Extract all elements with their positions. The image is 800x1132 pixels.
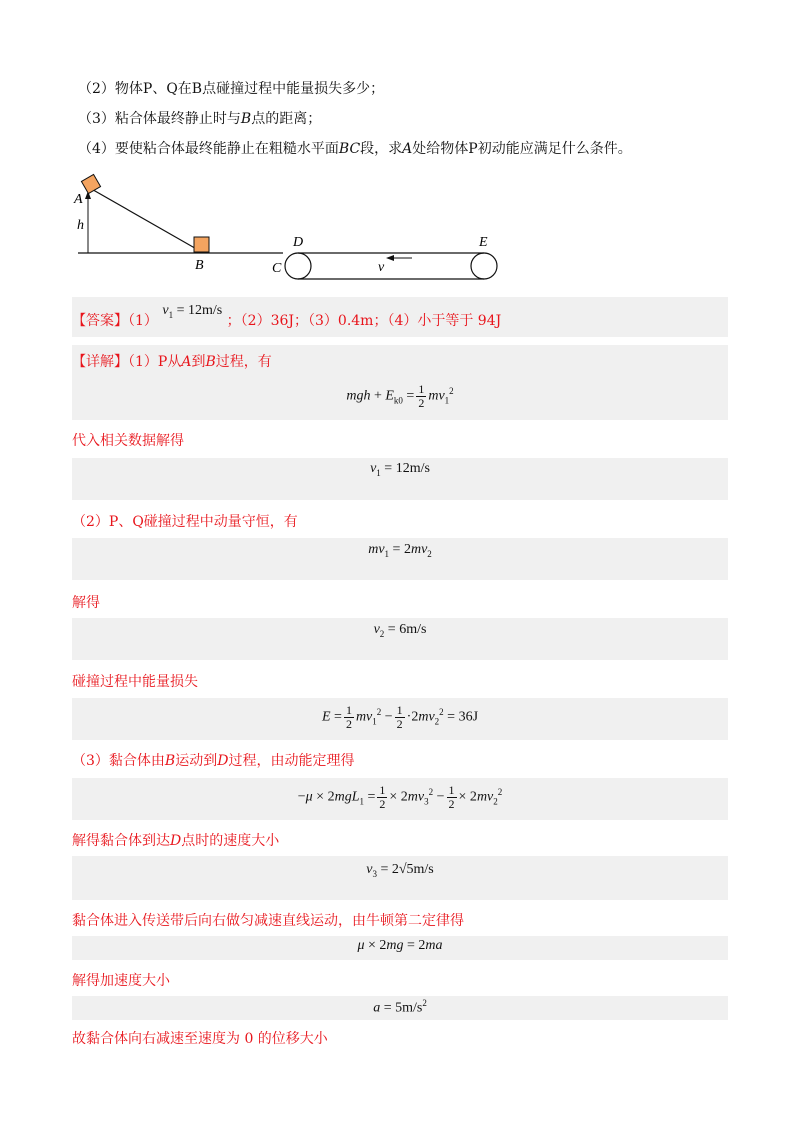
answer-line: 【答案】（1） $v_1 = 12m/s$ ；（2）36J；（3）0.4m；（4）小于等于 94J — [72, 303, 502, 329]
solution-text-10: 故黏合体向右减速至速度为 0 的位移大小 — [72, 1031, 328, 1047]
equation-work-energy: −μ × 2mgL$_1$ = $\frac{1}{2}$ × $2mv_3^2$ − $\frac{1}{2}$ × $2mv_2^2$ — [297, 783, 503, 811]
pulley-right — [471, 253, 497, 279]
label-b: B — [195, 258, 204, 273]
label-h: h — [77, 218, 84, 233]
equation-v3: $v_3 = 2√5m/s$ — [366, 862, 434, 879]
question-3: （3）粘合体最终静止时与B点的距离； — [78, 111, 322, 127]
solution-text-8: 黏合体进入传送带后向右做匀减速直线运动，由牛顿第二定律得 — [72, 913, 464, 929]
incline — [88, 187, 200, 251]
question-2: （2）物体P、Q在B点碰撞过程中能量损失多少； — [78, 81, 385, 97]
solution-step1: 【详解】（1）P从A到B过程，有 — [72, 354, 272, 370]
pulley-left — [285, 253, 311, 279]
velocity-arrow-head — [386, 255, 394, 261]
label-e: E — [479, 235, 488, 250]
solution-text-5: 碰撞过程中能量损失 — [72, 674, 198, 690]
block-a — [81, 174, 100, 193]
equation-acceleration: $a = 5m/s^2$ — [373, 998, 427, 1016]
equation-newton: μ × 2mg = 2ma — [357, 938, 443, 953]
solution-text-7: 解得黏合体到达D点时的速度大小 — [72, 833, 280, 849]
label-a: A — [74, 192, 83, 207]
equation-momentum: $mv_1 = 2mv_2$ — [368, 542, 432, 559]
equation-v2: $v_2 = 6m/s$ — [373, 622, 427, 639]
solution-text-4: 解得 — [72, 595, 100, 611]
physics-diagram — [60, 165, 520, 290]
solution-text-9: 解得加速度大小 — [72, 973, 170, 989]
label-c: C — [272, 261, 282, 276]
question-4: （4）要使粘合体最终能静止在粗糙水平面BC段，求A处给物体P初动能应满足什么条件。 — [78, 141, 632, 157]
block-b — [194, 237, 209, 252]
solution-text-6: （3）黏合体由B运动到D过程，由动能定理得 — [72, 753, 355, 769]
equation-energy-loss: E = $\frac{1}{2}$ $mv_1^2$ − $\frac{1}{2}$ $\cdot 2mv_2^2 = 36J$ — [321, 703, 479, 731]
solution-text-3: （2）P、Q碰撞过程中动量守恒，有 — [72, 514, 298, 530]
label-v: v — [378, 260, 385, 275]
equation-v1: $v_1 = 12m/s$ — [370, 461, 430, 478]
label-d: D — [293, 235, 304, 250]
equation-energy-1: mgh + $E_{k0}$ = $\frac{1}{2}$ $mv_1^2$ — [346, 382, 454, 410]
solution-text-2: 代入相关数据解得 — [72, 433, 184, 449]
